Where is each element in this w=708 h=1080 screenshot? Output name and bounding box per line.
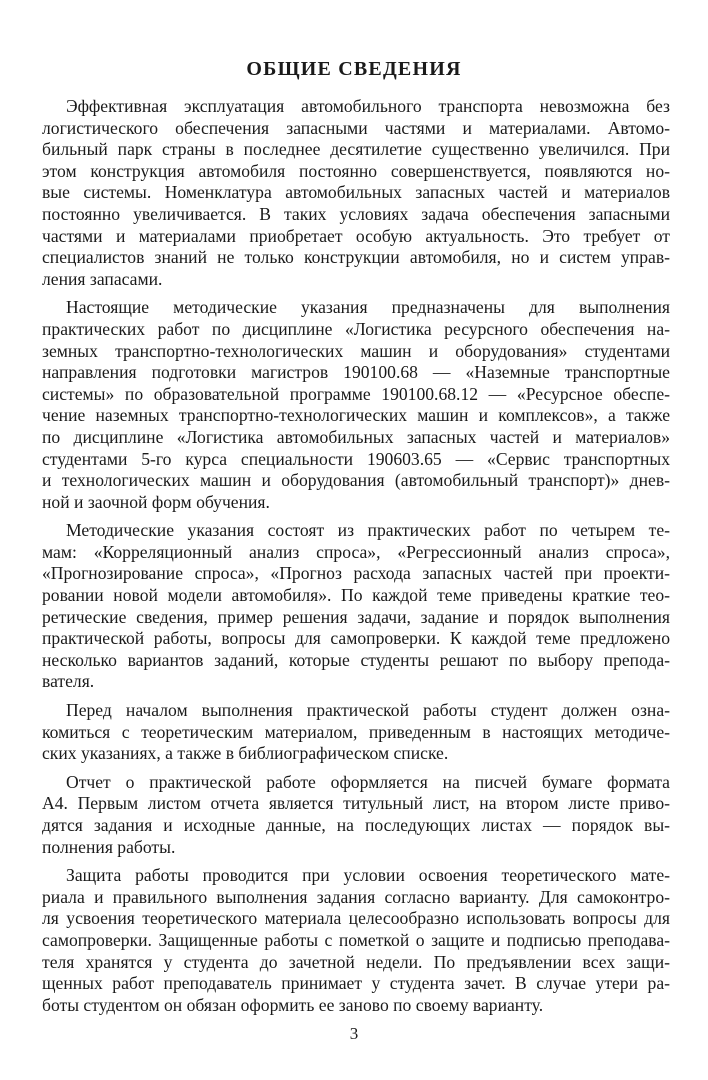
text-line: постоянно увеличивается. В таких условиях задача обеспечения запасными: [42, 203, 670, 224]
text-line: самопроверки. Защищенные работы с пометкой о защите и подписью преподава-: [42, 929, 670, 950]
text-line: Методические указания состоят из практических работ по четырем те-: [66, 520, 670, 541]
text-line: практической работы, вопросы для самопроверки. К каждой теме предложено: [42, 628, 670, 649]
text-line: ретические сведения, пример решения задачи, задание и порядок выполнения: [42, 606, 670, 627]
text-line: комиться с теоретическим материалом, приведенным в настоящих методиче-: [42, 721, 670, 742]
text-line: теля хранятся у студента до зачетной недели. По предъявлении всех защи-: [42, 951, 670, 972]
text-line: несколько вариантов заданий, которые студенты решают по выбору препода-: [42, 649, 670, 670]
text-line: этом конструкция автомобиля постоянно совершенствуется, появляются но-: [42, 160, 670, 181]
text-line: ровании новой модели автомобиля». По каждой теме приведены краткие тео-: [42, 585, 670, 606]
text-line: вые системы. Номенклатура автомобильных запасных частей и материалов: [42, 182, 670, 203]
page-number: 3: [349, 1024, 359, 1043]
paragraph: [42, 96, 670, 290]
text-line: полнения работы.: [42, 836, 176, 857]
text-line: «Прогнозирование спроса», «Прогноз расхода запасных частей при проекти-: [42, 563, 670, 584]
text-line: дятся задания и исходные данные, на последующих листах — порядок вы-: [42, 815, 670, 835]
text-line: системы» по образовательной программе 190100.68.12 — «Ресурсное обеспе-: [42, 383, 670, 404]
text-line: ной и заочной форм обучения.: [42, 491, 270, 512]
text-line: боты студентом он обязан оформить ее заново по своему варианту.: [42, 994, 544, 1015]
text-line: А4. Первым листом отчета является титульный лист, на втором листе приво-: [42, 793, 670, 814]
text-line: Перед началом выполнения практической работы студент должен озна-: [66, 700, 670, 721]
text-line: земных транспортно-технологических машин и оборудования» студентами: [42, 340, 670, 361]
text-line: направления подготовки магистров 190100.68 — «Наземные транспортные: [42, 362, 670, 383]
body-text: [42, 96, 670, 1023]
text-line: бильный парк страны в последнее десятилетие существенно увеличился. При: [42, 139, 670, 160]
text-line: логистического обеспечения запасными частями и материалами. Автомо-: [42, 117, 670, 138]
paragraph: [42, 772, 670, 858]
text-line: ских указаниях, а также в библиографическом списке.: [42, 743, 449, 764]
text-line: специалистов знаний не только конструкции автомобиля, но и систем управ-: [42, 247, 670, 268]
text-line: вателя.: [42, 671, 95, 692]
section-title: ОБЩИЕ СВЕДЕНИЯ: [246, 58, 462, 80]
text-line: Отчет о практической работе оформляется на писчей бумаге формата: [66, 771, 670, 792]
text-line: и технологических машин и оборудования (автомобильный транспорт)» днев-: [42, 470, 670, 491]
text-line: по дисциплине «Логистика автомобильных запасных частей и материалов»: [42, 426, 670, 447]
text-line: Защита работы проводится при условии освоения теоретического мате-: [66, 865, 670, 886]
text-line: ля усвоения теоретического материала целесообразно использовать вопросы для: [42, 908, 670, 929]
text-line: студентами 5-го курса специальности 190603.65 — «Сервис транспортных: [42, 448, 670, 469]
text-line: ления запасами.: [42, 268, 163, 289]
paragraph: [42, 520, 670, 693]
paragraph: [42, 865, 670, 1016]
text-line: риала и правильного выполнения задания согласно варианту. Для самоконтро-: [42, 886, 670, 907]
text-line: чение наземных транспортно-технологических машин и комплексов», а также: [42, 405, 670, 426]
text-line: щенных работ преподаватель принимает у студента зачет. В случае утери ра-: [42, 973, 670, 994]
text-line: Настоящие методические указания предназначены для выполнения: [66, 297, 670, 318]
text-line: мам: «Корреляционный анализ спроса», «Регрессионный анализ спроса»,: [42, 541, 670, 562]
paragraph: [42, 297, 670, 513]
text-line: частями и материалами приобретает особую актуальность. Это требует от: [42, 225, 670, 246]
text-line: практических работ по дисциплине «Логистика ресурсного обеспечения на-: [42, 318, 670, 339]
text-line: Эффективная эксплуатация автомобильного транспорта невозможна без: [66, 96, 670, 116]
paragraph: [42, 700, 670, 765]
